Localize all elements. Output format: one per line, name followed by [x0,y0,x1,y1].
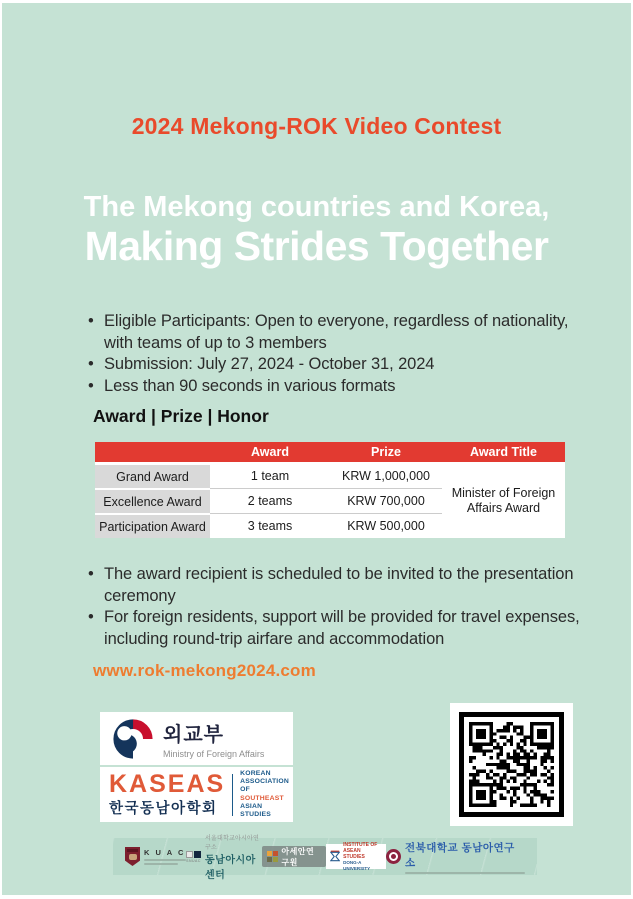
jeonbuk-emblem-icon [386,849,401,864]
donga-line: ASEAN STUDIES [343,847,365,860]
kaseas-en-line: ASSOCIATION [240,778,289,786]
asean-institute-label: 아세안연구원 [281,846,315,867]
asean-grid-icon [267,851,278,862]
jeonbuk-logo [386,840,525,874]
kuac-logo [125,847,186,866]
table-header-award: Award [210,442,330,463]
snuac-institute-name: 서울대학교아시아연구소 [205,835,259,851]
contest-website-link[interactable]: www.rok-mekong2024.com [93,661,316,680]
mofa-korean-name: 외교부 [163,724,224,746]
table-cell-prize: KRW 500,000 [330,513,442,538]
donga-logo [326,841,386,871]
snuac-logo [186,833,262,881]
table-cell-teams: 2 teams [210,488,330,513]
award-table [95,442,565,538]
info-bullet: • Less than 90 seconds in various formats [88,376,584,398]
qr-code [450,703,573,826]
donga-hourglass-icon [330,849,340,864]
note-bullet: • The award recipient is scheduled to be invited to the presentation ceremony [88,564,594,607]
taegeuk-icon [112,718,154,760]
table-cell-teams: 3 teams [210,513,330,538]
headline-line2: Making Strides Together [84,223,549,269]
table-row-name: Grand Award [95,463,210,488]
contest-title: 2024 Mekong-ROK Video Contest [131,113,502,139]
info-bullet-list [88,311,584,398]
table-header-prize: Prize [330,442,442,463]
table-cell-teams: 1 team [210,463,330,488]
jeonbuk-label: 전북대학교 동남아연구소 [404,841,515,869]
mofa-english-name: Ministry of Foreign Affairs [163,749,265,759]
kaseas-acronym: KASEAS [109,769,226,798]
award-section-heading: Award | Prize | Honor [93,406,269,426]
donga-line: INSTITUTE OF [343,841,378,848]
kaseas-logo [100,767,293,822]
kaseas-english-name [240,770,289,819]
table-cell-prize: KRW 700,000 [330,488,442,513]
table-row-name: Participation Award [95,513,210,538]
kaseas-divider [232,774,233,816]
info-bullet: • Submission: July 27, 2024 - October 31, 2024 [88,354,584,376]
kaseas-korean-name: 한국동남아학회 [109,800,218,817]
kuac-label: K U A C [144,848,186,857]
table-corner-cell [95,442,210,463]
kaseas-en-line: KOREAN [240,769,271,777]
table-row-name: Excellence Award [95,488,210,513]
table-cell-award-title: Minister of Foreign Affairs Award [442,463,565,538]
notes-bullet-list [88,564,594,651]
table-cell-prize: KRW 1,000,000 [330,463,442,488]
snuac-icon [186,851,201,863]
table-header-award-title: Award Title [442,442,565,463]
snuac-center-name: 동남아시아센터 [205,854,256,881]
info-bullet: • Eligible Participants: Open to everyone, regardless of nationality, with teams of up to 3 members [88,311,584,354]
note-bullet: • For foreign residents, support will be provided for travel expenses, including round-trip airfare and accommodation [88,607,594,650]
kuac-crest-icon [125,847,140,866]
donga-line: DONG-A UNIVERSITY [343,859,371,871]
mofa-logo [100,712,293,765]
kaseas-en-line: OF [240,786,250,794]
snuac-acronym: SNUAC [186,858,201,863]
kaseas-en-line: ASIAN STUDIES [240,802,271,818]
asean-institute-logo [262,846,326,867]
kaseas-en-line: SOUTHEAST [240,794,284,802]
headline-line1: The Mekong countries and Korea, [83,191,550,223]
partner-logo-band [113,835,537,881]
